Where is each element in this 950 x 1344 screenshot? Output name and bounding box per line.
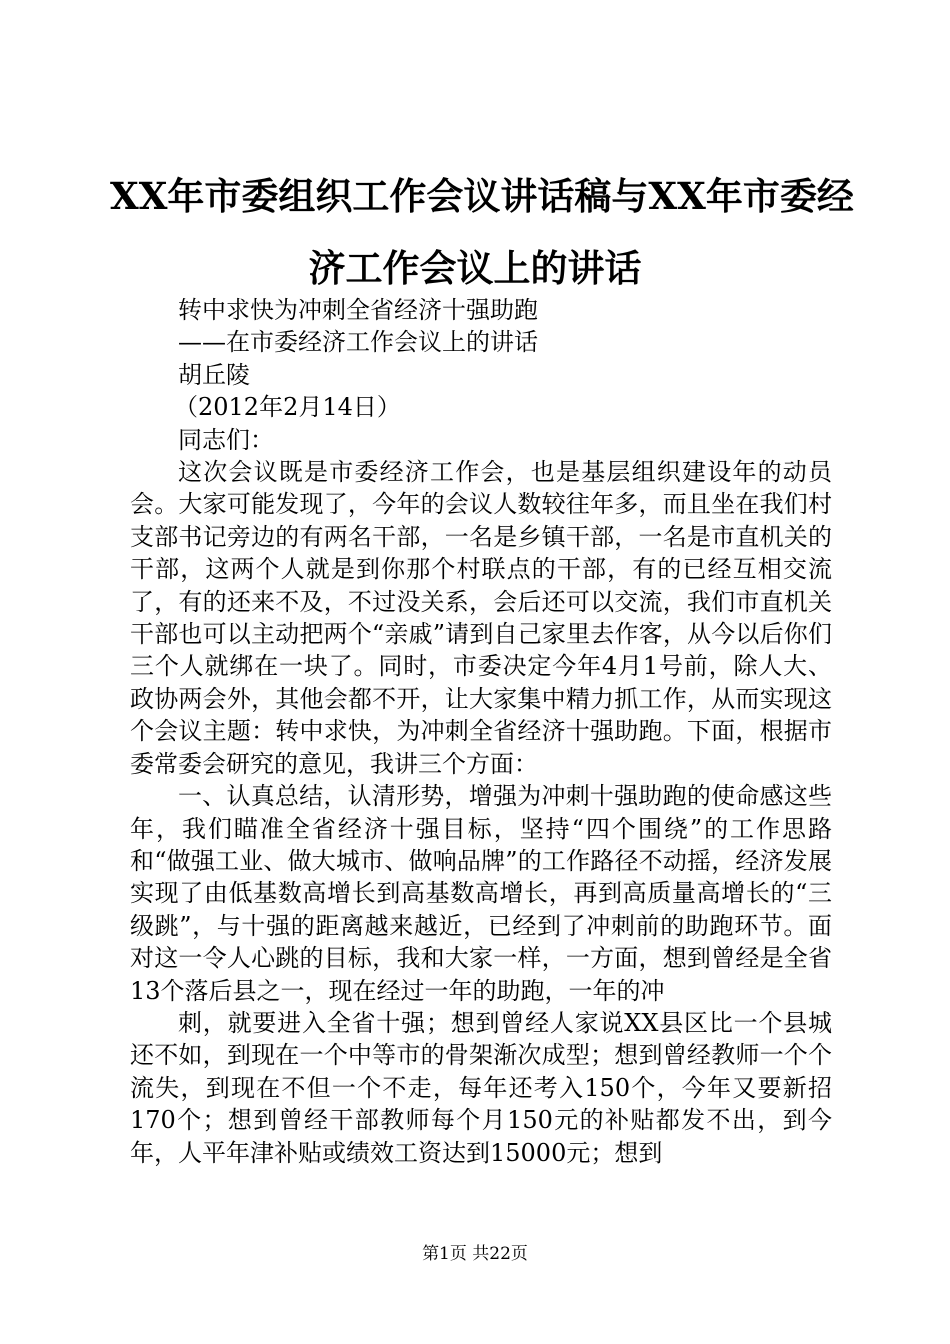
title-line-1: XX年市委组织工作会议讲话稿与XX年市委经 <box>110 174 854 218</box>
document-title <box>110 160 854 304</box>
document-body <box>130 294 832 1169</box>
speech-subtitle: 转中求快为冲刺全省经济十强助跑 <box>178 296 538 324</box>
paragraph-2: 一、认真总结，认清形势，增强为冲刺十强助跑的使命感这些年，我们瞄准全省经济十强目标，坚持“四个围绕”的工作思路和“做强工业、做大城市、做响品牌”的工作路径不动摇，经济发展实现了由低基数高增长到高基数高增长，再到高质量高增长的“三级跳”，与十强的距离越来越近，已经到了冲刺前的助跑环节。面对这一令人心跳的目标，我和大家一样，一方面，想到曾经是全省13个落后县之一，现在经过一年的助跑，一年的冲 <box>130 782 832 1005</box>
salutation: 同志们： <box>178 425 274 454</box>
page-footer <box>0 1242 950 1266</box>
page-number-text: 第1页 共22页 <box>422 1244 528 1264</box>
title-line-2: 济工作会议上的讲话 <box>308 246 642 290</box>
speech-author: 胡丘陵 <box>178 360 250 389</box>
paragraph-3: 刺，就要进入全省十强；想到曾经人家说XX县区比一个县城还不如，到现在一个中等市的骨架渐次成型；想到曾经教师一个个流失，到现在不但一个不走，每年还考入150个，今年又要新招170个；想到曾经干部教师每个月150元的补贴都发不出，到今年，人平年津补贴或绩效工资达到15000元；想到 <box>130 1008 832 1167</box>
speech-date: （2012年2月14日） <box>174 393 401 422</box>
paragraph-1: 这次会议既是市委经济工作会，也是基层组织建设年的动员会。大家可能发现了，今年的会议人数较往年多，而且坐在我们村支部书记旁边的有两名干部，一名是乡镇干部，一名是市直机关的干部，这两个人就是到你那个村联点的干部，有的已经互相交流了，有的还来不及，不过没关系，会后还可以交流，我们市直机关干部也可以主动把两个“亲戚”请到自己家里去作客，从今以后你们三个人就绑在一块了。同时，市委决定今年4月1号前，除人大、政协两会外，其他会都不开，让大家集中精力抓工作，从而实现这个会议主题：转中求快，为冲刺全省经济十强助跑。下面，根据市委常委会研究的意见，我讲三个方面： <box>130 458 832 778</box>
speech-subtitle-2: ——在市委经济工作会议上的讲话 <box>178 328 538 357</box>
